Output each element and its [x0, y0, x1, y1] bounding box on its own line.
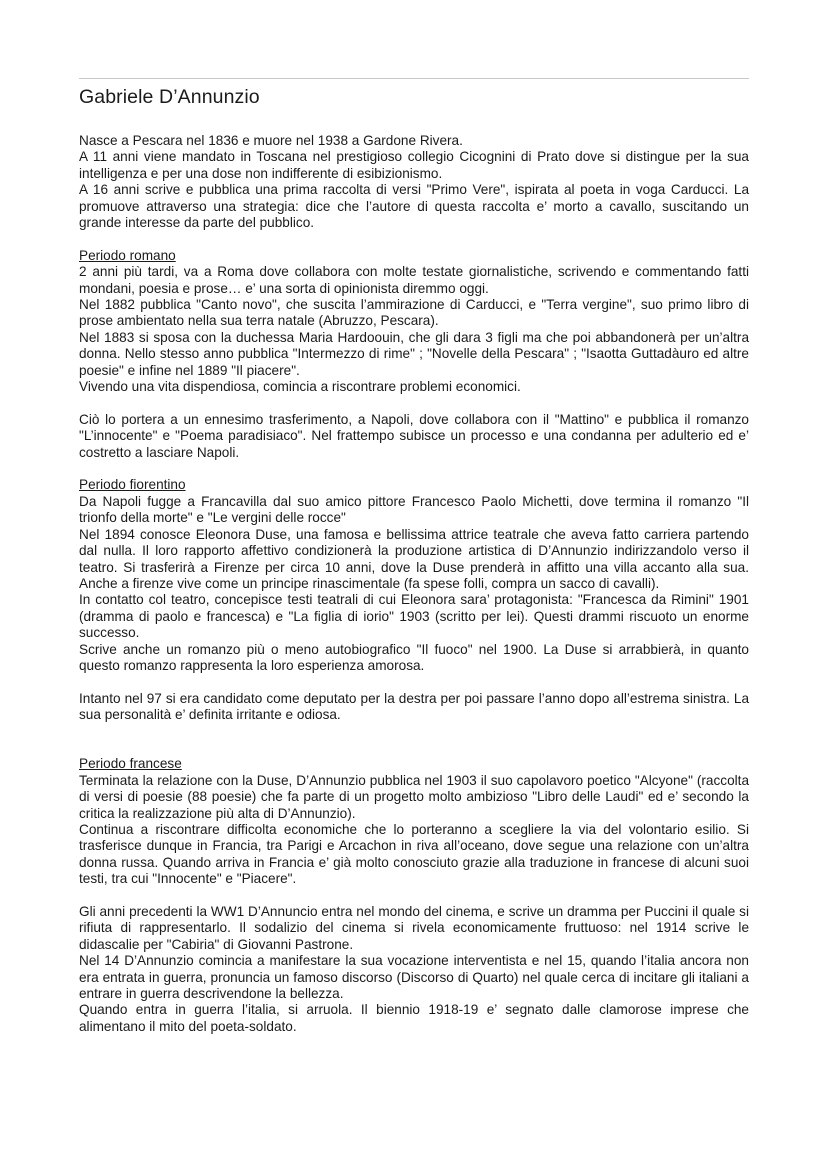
intro-paragraph: A 11 anni viene mandato in Toscana nel prestigioso collegio Cicognini di Prato dove si distingue per la sua intelligenza e per una dose non indifferente di esibizionismo.	[79, 149, 749, 181]
section-paragraph: Intanto nel 97 si era candidato come deputato per la destra per poi passare l’anno dopo all’estrema sinistra. La sua personalità e’ definita irritante e odiosa.	[79, 690, 749, 723]
section-paragraph: Nel 14 D’Annunzio comincia a manifestare la sua vocazione interventista e nel 15, quando l’italia ancora non era entrata in guerra, pronuncia un famoso discorso (Discorso di Quarto) nel quale cerca di incitare gli italiani a entrare in guerra descrivendone la bellezza.	[79, 953, 749, 1002]
header-rule	[79, 78, 749, 79]
document-body	[79, 133, 749, 1035]
section-paragraph: Nel 1882 pubblica "Canto novo", che suscita l’ammirazione di Carducci, e "Terra vergine", suo primo libro di prose ambientato nella sua terra natale (Abruzzo, Pescara).	[79, 297, 749, 329]
section-heading-fiorentino: Periodo fiorentino	[79, 477, 186, 493]
document-title: Gabriele D’Annunzio	[79, 86, 260, 108]
section-paragraph: Vivendo una vita dispendiosa, comincia a riscontrare problemi economici.	[79, 379, 521, 395]
intro-paragraph: A 16 anni scrive e pubblica una prima raccolta di versi "Primo Vere", ispirata al poeta in voga Carducci. La promuove attraverso una strategia: dice che l’autore di questa raccolta e’ morto a cavallo, suscitando un grande interesse da parte del pubblico.	[79, 182, 749, 231]
section-paragraph: Scrive anche un romanzo più o meno autobiografico "Il fuoco" nel 1900. La Duse si arrabbierà, in quanto questo romanzo rappresenta la loro esperienza amorosa.	[79, 641, 749, 673]
section-paragraph: Ciò lo portera a un ennesimo trasferimento, a Napoli, dove collabora con il "Mattino" e pubblica il romanzo "L’innocente" e "Poema paradisiaco". Nel frattempo subisce un processo e una condanna per adulterio ed e’ costretto a lasciare Napoli.	[79, 411, 749, 460]
section-heading-romano: Periodo romano	[79, 247, 176, 263]
section-paragraph: 2 anni più tardi, va a Roma dove collabora con molte testate giornalistiche, scrivendo e commentando fatti mondani, poesia e prose… e’ una sorta di opinionista diremmo oggi.	[79, 264, 749, 296]
section-heading-francese: Periodo francese	[79, 756, 182, 772]
intro-paragraph: Nasce a Pescara nel 1836 e muore nel 1938 a Gardone Rivera.	[79, 133, 463, 148]
section-paragraph: Quando entra in guerra l’italia, si arruola. Il biennio 1918-19 e’ segnato dalle clamorose imprese che alimentano il mito del poeta-soldato.	[79, 1002, 749, 1034]
section-paragraph: In contatto col teatro, concepisce testi teatrali di cui Eleonora sara’ protagonista: "Francesca da Rimini" 1901 (dramma di paolo e francesca) e "La figlia di iorio" 1903 (scritto per lei). Questi drammi riscuoto un enorme successo.	[79, 592, 749, 641]
section-paragraph: Da Napoli fugge a Francavilla dal suo amico pittore Francesco Paolo Michetti, dove termina il romanzo "Il trionfo della morte" e "Le vergini delle rocce"	[79, 493, 749, 526]
section-paragraph: Gli anni precedenti la WW1 D’Annuncio entra nel mondo del cinema, e scrive un dramma per Puccini il quale si rifiuta di rappresentarlo. Il sodalizio del cinema si rivela economicamente fruttuoso: nel 1914 scrive le didascalie per "Cabiria" di Giovanni Pastrone.	[79, 904, 749, 952]
section-paragraph: Continua a riscontrare difficolta economiche che lo porteranno a scegliere la via del volontario esilio. Si trasferisce dunque in Francia, tra Parigi e Arcachon in riva all’oceano, dove segue una relazione con un’altra donna russa. Quando arriva in Francia e’ già molto conosciuto grazie alla traduzione in francese di alcuni suoi testi, tra cui "Innocente" e "Piacere".	[79, 821, 749, 887]
section-paragraph: Terminata la relazione con la Duse, D’Annunzio pubblica nel 1903 il suo capolavoro poetico "Alcyone" (raccolta di versi di poesie (88 poesie) che fa parte di un progetto molto ambizioso "Libro delle Laudi" ed e’ secondo la critica la realizzazione più alta di D’Annunzio).	[79, 772, 749, 821]
section-paragraph: Nel 1883 si sposa con la duchessa Maria Hardoouin, che gli dara 3 figli ma che poi abbandonerà per un’altra donna. Nello stesso anno pubblica "Intermezzo di rime" ; "Novelle della Pescara" ; "Isaotta Guttadàuro ed altre poesie" e infine nel 1889 "Il piacere".	[79, 329, 749, 378]
section-paragraph: Nel 1894 conosce Eleonora Duse, una famosa e bellissima attrice teatrale che aveva fatto carriera partendo dal nulla. Il loro rapporto affettivo condizionerà la produzione artistica di D’Annunzio indirizzandolo verso il teatro. Si trasferirà a Firenze per circa 10 anni, dove la Duse prenderà in affitto una villa accanto alla sua. Anche a firenze vive come un principe rinascimentale (fa spese folli, compra un sacco di cavalli).	[79, 526, 749, 591]
